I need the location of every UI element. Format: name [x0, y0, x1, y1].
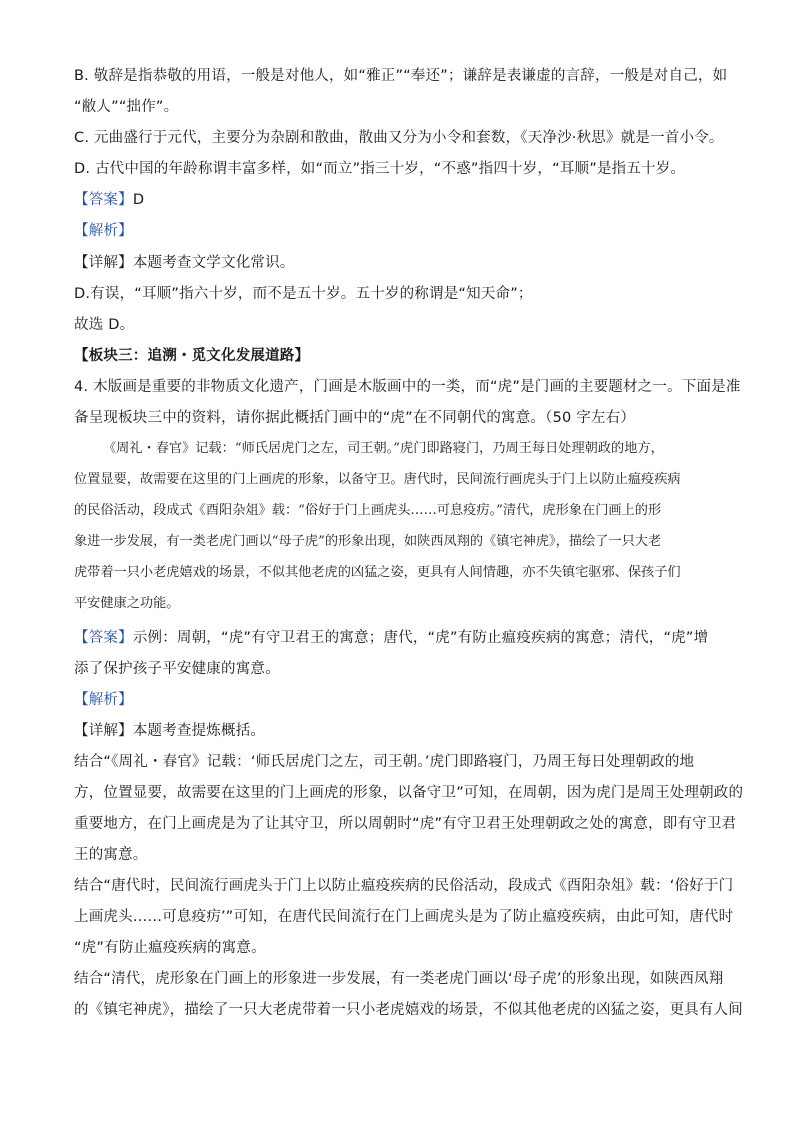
q4-stem-line-1: 4. 木版画是重要的非物质文化遗产，门画是木版画中的一类，而“虎”是门画的主要题材之一。下面是准 — [74, 379, 741, 395]
analysis-line-6: 上画虎头……可息疫疠’”可知，在唐代民间流行在门上画虎头是为了防止瘟疫疾病，由此可知，唐代时 — [74, 909, 734, 925]
material-line-5: 虎带着一只小老虎嬉戏的场景，不似其他老虎的凶猛之姿，更具有人间情趣，亦不失镇宅驱邪、保孩子们 — [74, 565, 681, 580]
q3-analysis-tag: 【解析】 — [74, 223, 133, 239]
answer-tag: 【答案】 — [74, 630, 133, 646]
analysis-line-1: 结合“《周礼・春官》记载：‘师氏居虎门之左，司王朝。’虎门即路寝门，乃周王每日处理朝政的地 — [74, 754, 695, 770]
section-title: 【板块三：追溯・觅文化发展道路】 — [74, 348, 310, 364]
q4-analysis-tag: 【解析】 — [74, 692, 133, 708]
answer-tag: 【答案】 — [74, 192, 133, 208]
detail-text: 本题考查文学文化常识。 — [132, 255, 295, 271]
material-line-3: 的民俗活动，段成式《酉阳杂俎》载：“俗好于门上画虎头……可息疫疠。”清代，虎形象在门画上的形 — [74, 503, 662, 518]
analysis-line-4: 王的寓意。 — [74, 847, 148, 863]
answer-value: D — [132, 192, 145, 208]
analysis-line-5: 结合“唐代时，民间流行画虎头于门上以防止瘟疫疾病的民俗活动，段成式《酉阳杂俎》载：‘俗好于门 — [74, 878, 734, 894]
analysis-line-8: 结合“清代，虎形象在门画上的形象进一步发展，有一类老虎门画以‘母子虎’的形象出现，如陕西凤翔 — [74, 971, 724, 987]
q4-answer-line-2: 添了保护孩子平安健康的寓意。 — [74, 661, 280, 677]
detail-tag: 【详解】 — [74, 255, 133, 271]
material-line-2: 位置显要，故需要在这里的门上画虎的形象，以备守卫。唐代时，民间流行画虎头于门上以防止瘟疫疾病 — [74, 472, 681, 487]
analysis-line-2: 方，位置显要，故需要在这里的门上画虎的形象，以备守卫”可知，在周朝，因为虎门是周王处理朝政的 — [74, 785, 744, 801]
analysis-line-9: 的《镇宅神虎》，描绘了一只大老虎带着一只小老虎嬉戏的场景，不似其他老虎的凶猛之姿，更具有人间 — [74, 1002, 743, 1018]
option-b-line-2: “敝人”“拙作”。 — [74, 99, 179, 115]
option-c: C. 元曲盛行于元代，主要分为杂剧和散曲，散曲又分为小令和套数，《天净沙·秋思》就是一首小令。 — [74, 130, 724, 146]
analysis-line-3: 重要地方，在门上画虎是为了让其守卫，所以周朝时“虎”有守卫君王处理朝政之处的寓意，即有守卫君 — [74, 816, 737, 832]
q4-answer-line-1 — [74, 628, 708, 648]
analysis-line-7: “虎”有防止瘟疫疾病的寓意。 — [74, 940, 266, 956]
material-line-4: 象进一步发展，有一类老虎门画以“母子虎”的形象出现，如陕西凤翔的《镇宅神虎》，描绘了一只大老 — [74, 534, 662, 549]
material-line-1: 《周礼・春官》记载：“师氏居虎门之左，司王朝。”虎门即路寝门，乃周王每日处理朝政的地方， — [103, 441, 664, 456]
material-line-6: 平安健康之功能。 — [74, 596, 180, 611]
option-d: D. 古代中国的年龄称谓丰富多样，如“而立”指三十岁，“不惑”指四十岁，“耳顺”是指五十岁。 — [74, 161, 686, 177]
detail-tag: 【详解】 — [74, 723, 133, 739]
q4-detail — [74, 721, 265, 741]
q3-detail-line-3: 故选 D。 — [74, 317, 135, 333]
answer-text: 示例：周朝，“虎”有守卫君王的寓意；唐代，“虎”有防止瘟疫疾病的寓意；清代，“虎”增 — [132, 630, 709, 646]
q3-detail — [74, 253, 295, 273]
q3-detail-line-2: D.有误，“耳顺”指六十岁，而不是五十岁。五十岁的称谓是“知天命”； — [74, 286, 533, 302]
detail-text: 本题考查提炼概括。 — [132, 723, 266, 739]
option-b-line-1: B. 敬辞是指恭敬的用语，一般是对他人，如“雅正”“奉还”；谦辞是表谦虚的言辞，一般是对自己，如 — [74, 68, 728, 84]
q3-answer — [74, 190, 144, 210]
q4-stem-line-2: 备呈现板块三中的资料，请你据此概括门画中的“虎”在不同朝代的寓意。（50 字左右） — [74, 410, 636, 426]
